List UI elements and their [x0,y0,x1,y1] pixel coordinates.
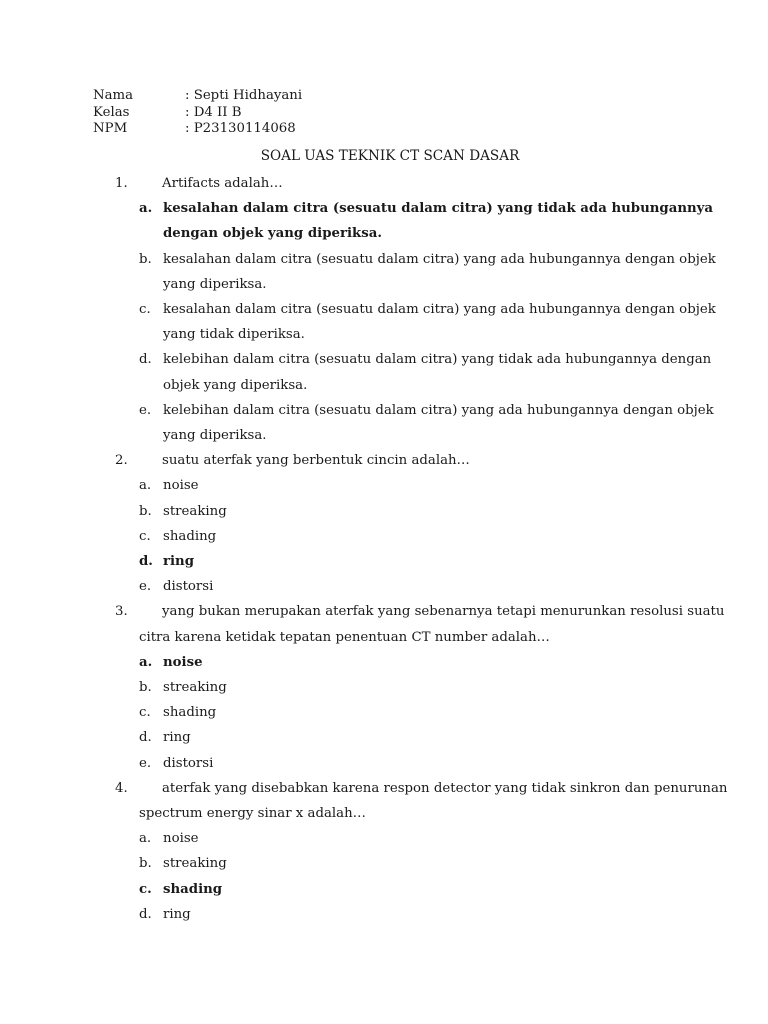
option-d [0,902,768,927]
option-label: a. [139,201,153,217]
option-b [0,499,768,524]
option-text: streaking [163,503,227,519]
option-label: c. [139,528,151,544]
option-label: d. [139,906,152,922]
option-label: b. [139,680,152,696]
option-text: kelebihan dalam citra (sesuatu dalam citra) yang ada hubungannya dengan objek [163,402,714,418]
question-number: 3. [115,604,128,620]
question-4 [0,776,768,927]
option-text: noise [163,654,203,670]
option-line [0,473,768,498]
option-line [0,700,768,725]
option-c [0,877,768,902]
option-label: a. [139,654,153,670]
option-line [0,347,768,372]
header-value: : Septi Hidhayani [185,88,303,103]
question-2 [0,448,768,599]
question-text: yang bukan merupakan aterfak yang sebenarnya tetapi menurunkan resolusi suatu [162,604,725,620]
option-text-continued: yang diperiksa. [163,276,267,292]
option-line [0,297,768,322]
option-list [0,826,768,927]
option-line [0,877,768,902]
question-line [0,171,768,196]
option-text: kesalahan dalam citra (sesuatu dalam citra) yang ada hubungannya dengan objek [163,251,716,267]
option-c [0,700,768,725]
header-value: : P23130114068 [185,121,296,136]
option-text-continued: objek yang diperiksa. [163,377,308,393]
question-list [0,171,768,927]
option-text: kesalahan dalam citra (sesuatu dalam citra) yang ada hubungannya dengan objek [163,302,716,318]
option-d [0,347,768,397]
option-line [0,826,768,851]
option-label: b. [139,856,152,872]
header-row-nama [93,88,302,105]
option-text: shading [163,528,217,544]
question-text-continued: citra karena ketidak tepatan penentuan CT number adalah… [139,629,550,645]
header-label: NPM [93,121,128,136]
question-line [0,599,768,624]
question-line [0,776,768,801]
option-label: b. [139,503,152,519]
option-label: c. [139,881,152,897]
option-text: noise [163,831,199,847]
option-text: shading [163,705,217,721]
header-label: Nama [93,88,134,103]
option-label: e. [139,579,152,595]
question-3 [0,599,768,775]
option-text: distorsi [163,755,214,771]
option-label: a. [139,831,152,847]
option-a [0,473,768,498]
question-text: suatu aterfak yang berbentuk cincin adalah… [162,453,470,469]
option-line [0,499,768,524]
option-text: ring [163,554,195,570]
option-line [0,725,768,750]
option-a [0,650,768,675]
option-line [0,524,768,549]
header-row-npm [93,121,302,138]
option-line [0,751,768,776]
option-text: kesalahan dalam citra (sesuatu dalam citra) yang tidak ada hubungannya [163,201,713,217]
option-label: c. [139,302,151,318]
option-label: e. [139,402,152,418]
option-label: e. [139,755,152,771]
option-list [0,650,768,776]
option-text: noise [163,478,199,494]
question-text: Artifacts adalah… [162,176,283,191]
option-line [0,196,768,221]
option-list [0,473,768,599]
option-text: distorsi [163,579,214,595]
option-b [0,851,768,876]
option-line [0,549,768,574]
option-text: shading [163,881,223,897]
option-list [0,196,768,448]
option-text-continued: yang tidak diperiksa. [163,327,305,343]
option-text-continued: dengan objek yang diperiksa. [163,226,382,242]
question-number: 1. [115,176,128,191]
option-b [0,675,768,700]
question-number: 4. [115,780,128,796]
option-line [0,675,768,700]
option-d [0,549,768,574]
option-label: a. [139,478,152,494]
option-e [0,574,768,599]
option-d [0,725,768,750]
option-text: streaking [163,680,227,696]
option-label: d. [139,352,152,368]
question-text: aterfak yang disebabkan karena respon detector yang tidak sinkron dan penurunan [162,780,728,796]
question-number: 2. [115,453,128,469]
option-line [0,247,768,272]
option-e [0,398,768,448]
option-text: kelebihan dalam citra (sesuatu dalam citra) yang tidak ada hubungannya dengan [163,352,712,368]
header-label: Kelas [93,104,130,120]
option-label: d. [139,554,153,570]
option-text: ring [163,730,191,746]
question-line [0,448,768,473]
option-c [0,297,768,347]
option-text: ring [163,906,191,922]
option-label: b. [139,251,152,267]
option-a [0,196,768,246]
option-e [0,751,768,776]
document-title: SOAL UAS TEKNIK CT SCAN DASAR [260,148,520,164]
option-line [0,398,768,423]
option-line [0,851,768,876]
option-line [0,902,768,927]
option-b [0,247,768,297]
option-label: d. [139,730,152,746]
question-1 [0,171,768,448]
option-line [0,650,768,675]
option-text: streaking [163,856,227,872]
option-label: c. [139,705,151,721]
question-text-continued: spectrum energy sinar x adalah… [139,806,366,822]
option-c [0,524,768,549]
header-row-kelas [93,105,302,122]
option-text-continued: yang diperiksa. [163,428,267,444]
option-a [0,826,768,851]
option-line [0,574,768,599]
header-value: : D4 II B [185,104,242,120]
student-info-header [93,88,302,138]
